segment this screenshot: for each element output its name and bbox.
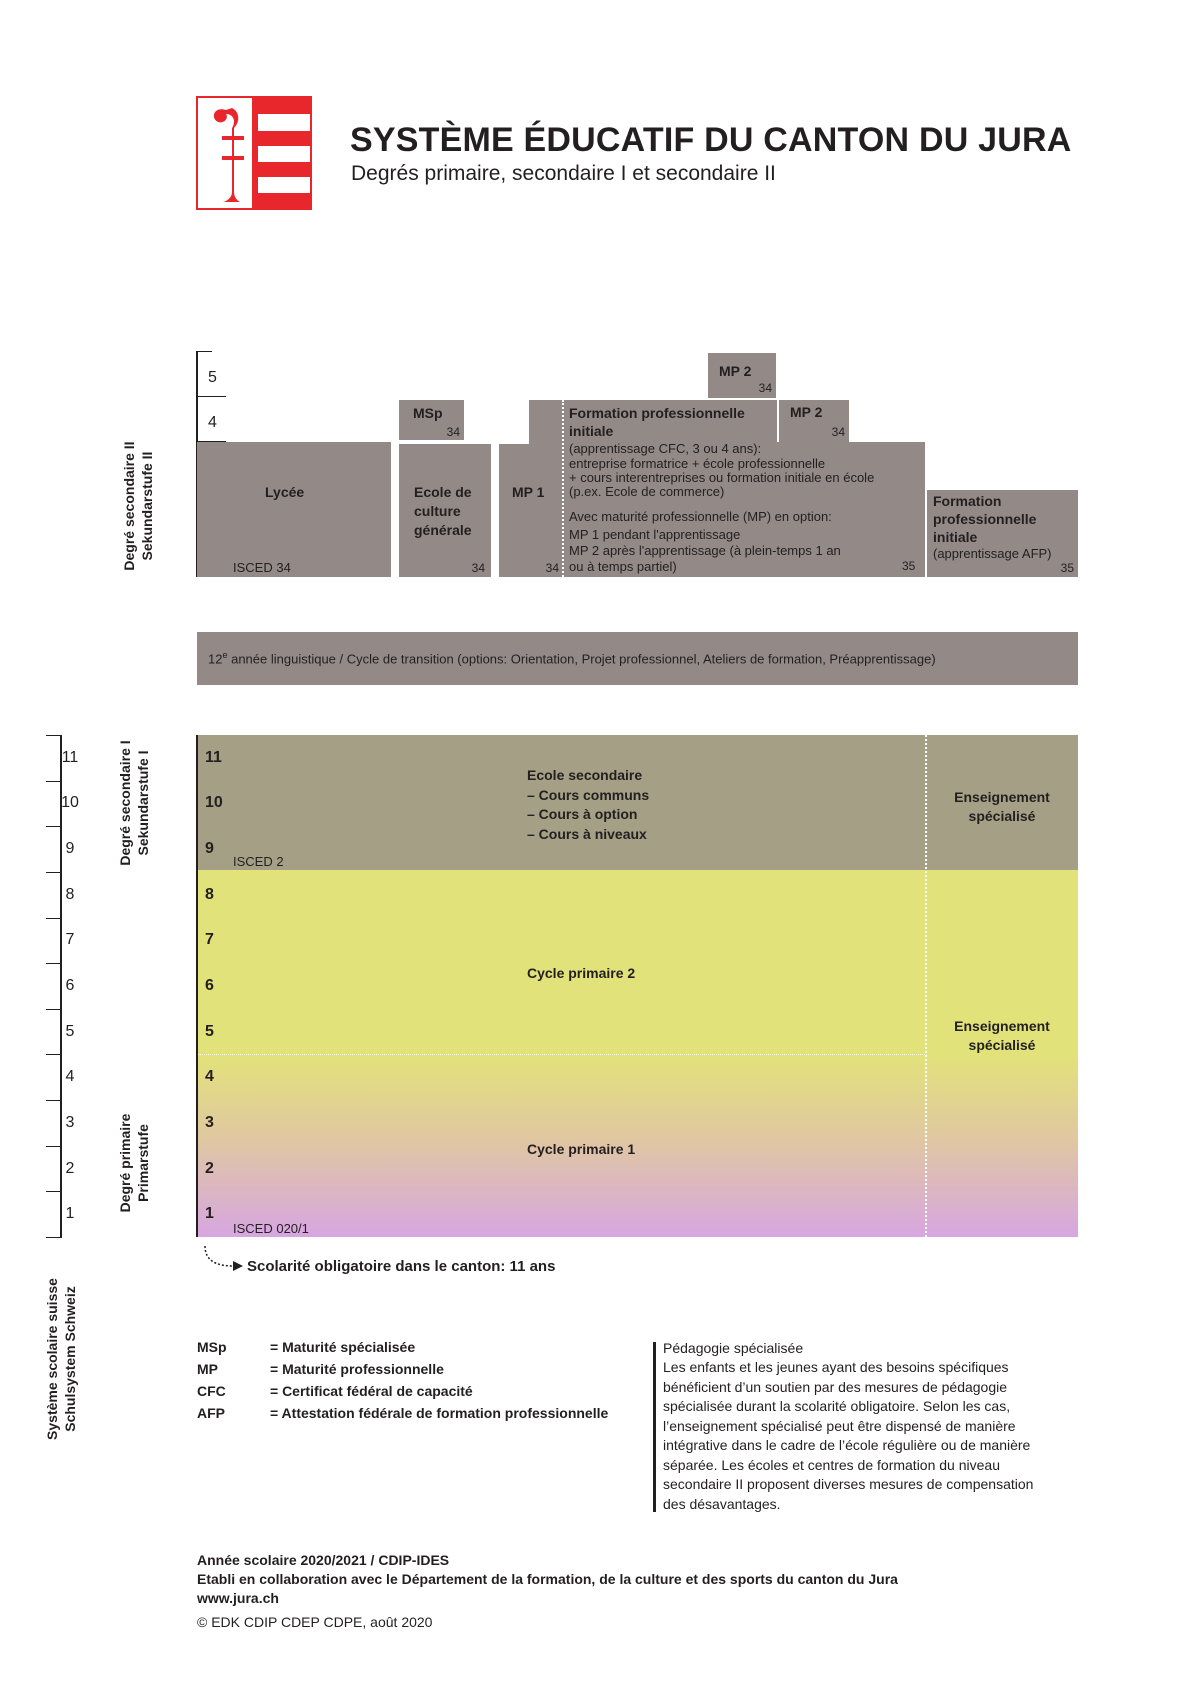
outer-year-tick	[46, 1009, 62, 1010]
sec1-item-1: – Cours communs	[527, 787, 650, 803]
fpi-title-1: Formation professionnelle	[569, 405, 745, 421]
side-label-sec1	[116, 713, 156, 893]
ecg-label-1: Ecole de	[414, 484, 472, 500]
outer-year-label: 9	[65, 840, 75, 857]
inner-year-label: 8	[205, 886, 214, 903]
side-label-prim-fr: Degré primaire	[117, 1113, 133, 1213]
sec1-item-3: – Cours à niveaux	[527, 826, 647, 842]
inner-axis-line	[196, 735, 198, 1237]
lycee-box	[197, 442, 391, 577]
primary1-block	[197, 1055, 1078, 1237]
transition-sup: e	[222, 650, 228, 660]
cycle1-label: Cycle primaire 1	[527, 1141, 636, 1157]
ecg-label-3: générale	[414, 522, 472, 538]
outer-year-tick	[46, 826, 62, 827]
mp2-top-code: 34	[758, 381, 772, 395]
inner-year-label: 9	[205, 840, 214, 857]
mp2-mid-label: MP 2	[790, 404, 823, 420]
compulsory-note: Scolarité obligatoire dans le canton: 11 ans	[247, 1258, 556, 1275]
side-label-swiss-de: Schulsystem Schweiz	[62, 1286, 78, 1432]
outer-year-label: 11	[61, 749, 79, 766]
sec2-year-4: 4	[208, 414, 217, 431]
afp-box	[927, 490, 1078, 577]
side-label-swiss-fr: Système scolaire suisse	[44, 1278, 60, 1440]
afp-title-2: professionnelle	[933, 511, 1037, 527]
special-bottom	[926, 1017, 1078, 1055]
msp-box	[399, 400, 464, 440]
special-top-2: spécialisé	[968, 808, 1036, 824]
mp2-top-label: MP 2	[719, 363, 752, 379]
pedagogy-rule	[653, 1342, 656, 1512]
mp1-box	[499, 444, 565, 577]
legend-abbr: MSp	[197, 1339, 227, 1355]
outer-year-tick	[46, 735, 62, 736]
inner-year-label: 4	[205, 1068, 214, 1085]
special-top	[926, 788, 1078, 826]
inner-year-label: 6	[205, 977, 214, 994]
side-label-sec1-fr: Degré secondaire I	[117, 740, 133, 866]
outer-year-label: 1	[65, 1205, 75, 1222]
inner-year-label: 5	[205, 1023, 214, 1040]
outer-year-tick	[46, 781, 62, 782]
special-top-1: Enseignement	[954, 789, 1050, 805]
mp1-code: 34	[545, 561, 559, 575]
footer-line-4: © EDK CDIP CDEP CDPE, août 2020	[197, 1614, 433, 1630]
outer-year-label: 7	[65, 931, 75, 948]
transition-text	[208, 650, 936, 666]
legend-definition: = Maturité spécialisée	[270, 1339, 416, 1355]
pedagogy-text-line: bénéficient d’un soutien par des mesures de pédagogie	[663, 1378, 1008, 1395]
pedagogy-text-line: spécialisée durant la scolarité obligatoire. Selon les cas,	[663, 1398, 1011, 1414]
special-bottom-1: Enseignement	[954, 1018, 1050, 1034]
lycee-isced: ISCED 34	[233, 560, 291, 575]
inner-year-label: 1	[205, 1205, 214, 1222]
side-label-sec2-de: Sekundarstufe II	[139, 451, 155, 561]
afp-title-1: Formation	[933, 493, 1002, 509]
fpi-divider	[562, 400, 564, 577]
fpi-desc-2: entreprise formatrice + école professionnelle	[569, 456, 826, 471]
ecg-label-2: culture	[414, 503, 461, 519]
page-title: SYSTÈME ÉDUCATIF DU CANTON DU JURA	[350, 121, 1072, 159]
outer-year-tick	[46, 1191, 62, 1192]
transition-label: année linguistique / Cycle de transition (options: Orientation, Projet professionnel, Ateliers de formation, Préapprentissage)	[227, 651, 936, 667]
mp2-mid-box	[779, 400, 849, 442]
mp2-top-box	[708, 353, 776, 398]
footer-line-1: Année scolaire 2020/2021 / CDIP-IDES	[197, 1552, 450, 1568]
outer-year-tick	[46, 918, 62, 919]
compulsory-arrow-icon	[203, 1244, 247, 1274]
legend-abbr: CFC	[197, 1383, 226, 1399]
afp-desc: (apprentissage AFP)	[933, 546, 1052, 561]
pedagogy-text-line: Les enfants et les jeunes ayant des besoins spécifiques	[663, 1359, 1009, 1375]
pedagogy-text-line: secondaire II proposent diverses mesures de compensation	[663, 1476, 1034, 1492]
fpi-desc-5: Avec maturité professionnelle (MP) en option:	[569, 509, 832, 524]
pedagogy-text-line: l’enseignement spécialisé peut être dispensé de manière	[663, 1417, 1016, 1434]
legend-definition: = Maturité professionnelle	[270, 1361, 444, 1377]
inner-year-label: 11	[205, 749, 222, 766]
pedagogy-title: Pédagogie spécialisée	[663, 1340, 804, 1356]
outer-year-label: 6	[65, 977, 75, 994]
fpi-desc-6: MP 1 pendant l'apprentissage	[569, 527, 741, 542]
legend-definition: = Attestation fédérale de formation professionnelle	[270, 1405, 609, 1421]
page-subtitle: Degrés primaire, secondaire I et secondaire II	[351, 162, 776, 185]
outer-year-tick	[46, 872, 62, 873]
pedagogy-text-line: intégrative dans le cadre de l’école régulière ou de manière	[663, 1437, 1031, 1453]
legend-abbr: MP	[197, 1361, 218, 1377]
sec1-item-2: – Cours à option	[527, 806, 638, 822]
fpi-desc-1: (apprentissage CFC, 3 ou 4 ans):	[569, 441, 762, 456]
pedagogy-text-line: des désavantages.	[663, 1495, 781, 1512]
outer-year-tick	[46, 1054, 62, 1055]
afp-code: 35	[1060, 561, 1074, 575]
outer-year-label: 8	[65, 886, 75, 903]
transition-year: 12	[208, 651, 223, 667]
outer-year-tick	[46, 1100, 62, 1101]
outer-year-label: 4	[65, 1068, 75, 1085]
inner-year-label: 3	[205, 1114, 214, 1131]
fpi-code: 35	[902, 559, 916, 573]
side-label-prim-de: Primarstufe	[135, 1124, 151, 1202]
inner-year-label: 7	[205, 931, 214, 948]
side-label-prim	[116, 1093, 156, 1233]
outer-year-tick	[46, 963, 62, 964]
jura-coat-of-arms-logo	[196, 96, 312, 210]
transition-bar	[197, 632, 1078, 685]
sec2-year-5: 5	[208, 369, 217, 386]
outer-year-tick	[46, 1237, 62, 1238]
outer-year-label: 10	[61, 794, 79, 811]
fpi-desc-7: MP 2 après l'apprentissage (à plein-temps 1 an	[569, 543, 841, 558]
ecg-box	[399, 444, 491, 577]
mp2-mid-code: 34	[831, 425, 845, 439]
sec1-isced: ISCED 2	[233, 854, 284, 869]
ecg-code: 34	[471, 561, 485, 575]
fpi-desc-3: + cours interentreprises ou formation initiale en école	[569, 470, 875, 485]
side-label-sec1-de: Sekundarstufe I	[135, 750, 151, 856]
side-label-sec2-fr: Degré secondaire II	[121, 441, 137, 571]
inner-year-label: 10	[205, 794, 223, 811]
sec1-title: Ecole secondaire	[527, 767, 643, 783]
mp1-upper-box	[529, 400, 565, 444]
footer-line-3: www.jura.ch	[197, 1590, 279, 1606]
outer-year-label: 2	[65, 1160, 75, 1177]
afp-title-3: initiale	[933, 529, 978, 545]
fpi-desc-8: ou à temps partiel)	[569, 559, 677, 574]
primary-isced: ISCED 020/1	[233, 1221, 309, 1236]
mp1-label: MP 1	[512, 484, 545, 500]
pedagogy-text-line: séparée. Les écoles et centres de formation du niveau	[663, 1456, 1000, 1473]
msp-code: 34	[446, 425, 460, 439]
legend-definition: = Certificat fédéral de capacité	[270, 1383, 473, 1399]
primary-cycle-divider	[197, 1054, 925, 1055]
fpi-desc-4: (p.ex. Ecole de commerce)	[569, 484, 725, 499]
outer-year-label: 3	[65, 1114, 75, 1131]
outer-year-label: 5	[65, 1023, 75, 1040]
inner-year-label: 2	[205, 1160, 214, 1177]
side-label-sec2	[120, 416, 160, 596]
side-label-swiss	[43, 1274, 83, 1444]
outer-year-tick	[46, 1146, 62, 1147]
footer-line-2: Etabli en collaboration avec le Département de la formation, de la culture et des sports du canton du Jura	[197, 1571, 898, 1587]
fpi-title-2: initiale	[569, 423, 614, 439]
legend-abbr: AFP	[197, 1405, 225, 1421]
cycle2-label: Cycle primaire 2	[527, 965, 636, 981]
msp-label: MSp	[413, 405, 443, 421]
lycee-label: Lycée	[265, 484, 305, 500]
special-bottom-2: spécialisé	[968, 1037, 1036, 1053]
